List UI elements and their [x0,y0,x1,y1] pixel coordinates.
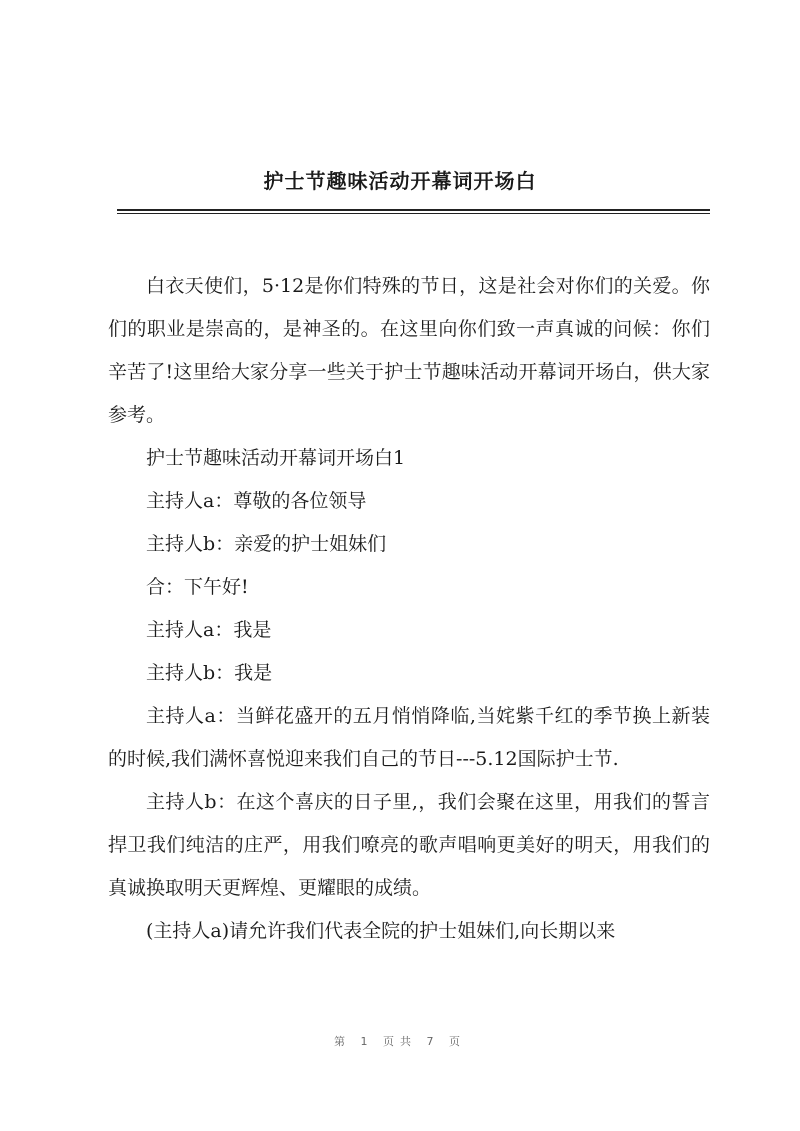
dialogue-line: 主持人b：我是 [146,662,273,684]
page-number-footer: 第 1 页共 7 页 [334,1035,466,1048]
dialogue-line: 主持人a：当鲜花盛开的五月悄悄降临,当姹紫千红的季节换上新装的时候,我们满怀喜悦迎来我们自己的节日---5.12国际护士节. [108,705,710,770]
dialogue-line: 主持人a：尊敬的各位领导 [146,490,367,512]
dialogue-line: 主持人b：亲爱的护士姐妹们 [146,533,387,555]
page-title: 护士节趣味活动开幕词开场白 [263,169,537,193]
dialogue-line: 合：下午好! [146,576,249,598]
dialogue-line: 主持人b：在这个喜庆的日子里,，我们会聚在这里，用我们的誓言捍卫我们纯洁的庄严，用我们嘹亮的歌声唱响更美好的明天，用我们的真诚换取明天更辉煌、更耀眼的成绩。 [108,791,710,899]
dialogue-line: 主持人a：我是 [146,619,272,641]
intro-paragraph: 白衣天使们，5·12是你们特殊的节日，这是社会对你们的关爱。你们的职业是崇高的，是神圣的。在这里向你们致一声真诚的问候：你们辛苦了!这里给大家分享一些关于护士节趣味活动开幕词开场白，供大家参考。 [108,275,710,426]
section-heading: 护士节趣味活动开幕词开场白1 [146,447,406,469]
dialogue-line: (主持人a)请允许我们代表全院的护士姐妹们,向长期以来 [146,920,616,942]
document-body [108,265,710,953]
title-divider [117,209,710,214]
